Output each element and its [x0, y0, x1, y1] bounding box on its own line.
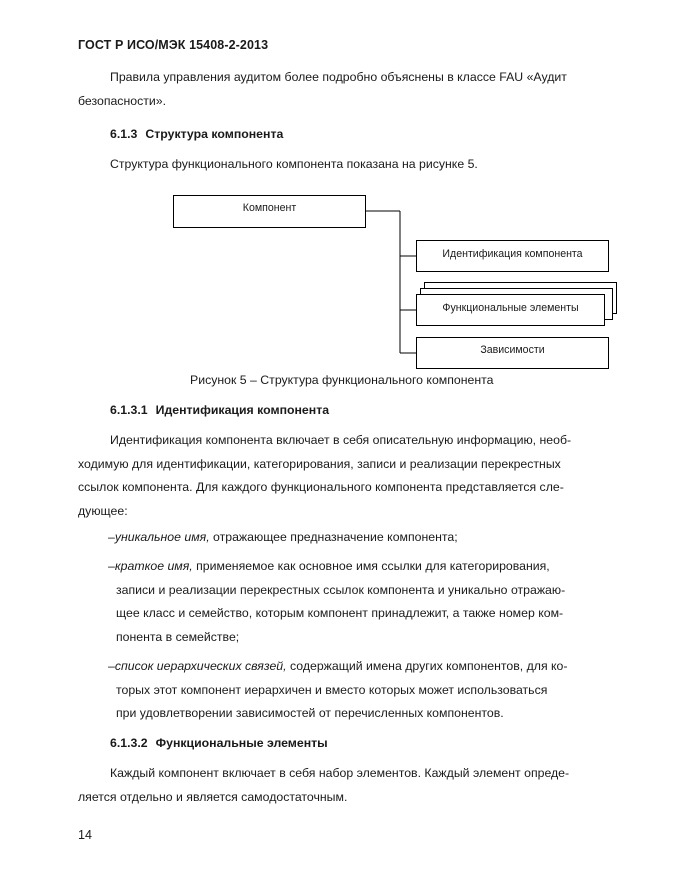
text-line: ходимую для идентификации, категорирования, записи и реализации перекрестных	[78, 456, 561, 471]
section-number: 6.1.3.1	[110, 403, 148, 417]
identification-paragraph	[78, 429, 615, 523]
section-heading-6-1-3-2	[110, 736, 328, 750]
list-dash: –	[108, 659, 115, 673]
list-continuation: записи и реализации перекрестных ссылок компонента и уникально отражаю-	[116, 582, 566, 597]
text-line: Структура функционального компонента показана на рисунке 5.	[110, 157, 478, 171]
list-item	[108, 555, 615, 649]
list-item	[108, 526, 615, 550]
section-number: 6.1.3.2	[110, 736, 148, 750]
functional-elements-box: Функциональные элементы	[416, 294, 605, 326]
dependencies-box: Зависимости	[416, 337, 609, 369]
figure-caption: Рисунок 5 – Структура функционального компонента	[190, 373, 494, 387]
text-line: ляется отдельно и является самодостаточным.	[78, 789, 348, 804]
section-number: 6.1.3	[110, 127, 138, 141]
page-number: 14	[78, 828, 92, 842]
identification-box: Идентификация компонента	[416, 240, 609, 272]
list-continuation: щее класс и семейство, которым компонент принадлежит, а также номер ком-	[116, 606, 564, 620]
section-title: Идентификация компонента	[155, 403, 330, 417]
document-header: ГОСТ Р ИСО/МЭК 15408-2-2013	[78, 38, 269, 52]
list-text: отражающее предназначение компонента;	[209, 530, 458, 544]
figure-5-diagram	[0, 0, 680, 390]
text-line: Каждый компонент включает в себя набор элементов. Каждый элемент опреде-	[110, 766, 570, 780]
text-line: дующее:	[78, 503, 128, 518]
list-continuation: при удовлетворении зависимостей от перечисленных компонентов.	[116, 706, 504, 720]
list-dash: –	[108, 559, 115, 573]
list-term: список иерархических связей,	[114, 659, 287, 673]
list-term: уникальное имя,	[114, 530, 210, 544]
list-continuation: торых этот компонент иерархичен и вместо которых может использоваться	[116, 682, 548, 697]
list-term: краткое имя,	[114, 559, 193, 573]
list-text: содержащий имена других компонентов, для ко-	[286, 659, 568, 673]
component-box: Компонент	[173, 195, 366, 228]
section-heading-6-1-3-1	[110, 403, 329, 417]
text-line: безопасности».	[78, 93, 166, 108]
list-dash: –	[108, 530, 115, 544]
text-line: Идентификация компонента включает в себя описательную информацию, необ-	[110, 433, 572, 447]
list-text: применяемое как основное имя ссылки для категорирования,	[192, 559, 550, 573]
list-continuation: понента в семействе;	[116, 629, 240, 644]
section-title: Функциональные элементы	[155, 736, 328, 750]
elements-paragraph	[78, 762, 615, 809]
text-line: ссылок компонента. Для каждого функционального компонента представляется сле-	[78, 480, 564, 494]
text-line: Правила управления аудитом более подробно объяснены в классе FAU «Аудит	[110, 70, 567, 84]
section-title: Структура компонента	[145, 127, 284, 141]
list-item	[108, 655, 615, 726]
